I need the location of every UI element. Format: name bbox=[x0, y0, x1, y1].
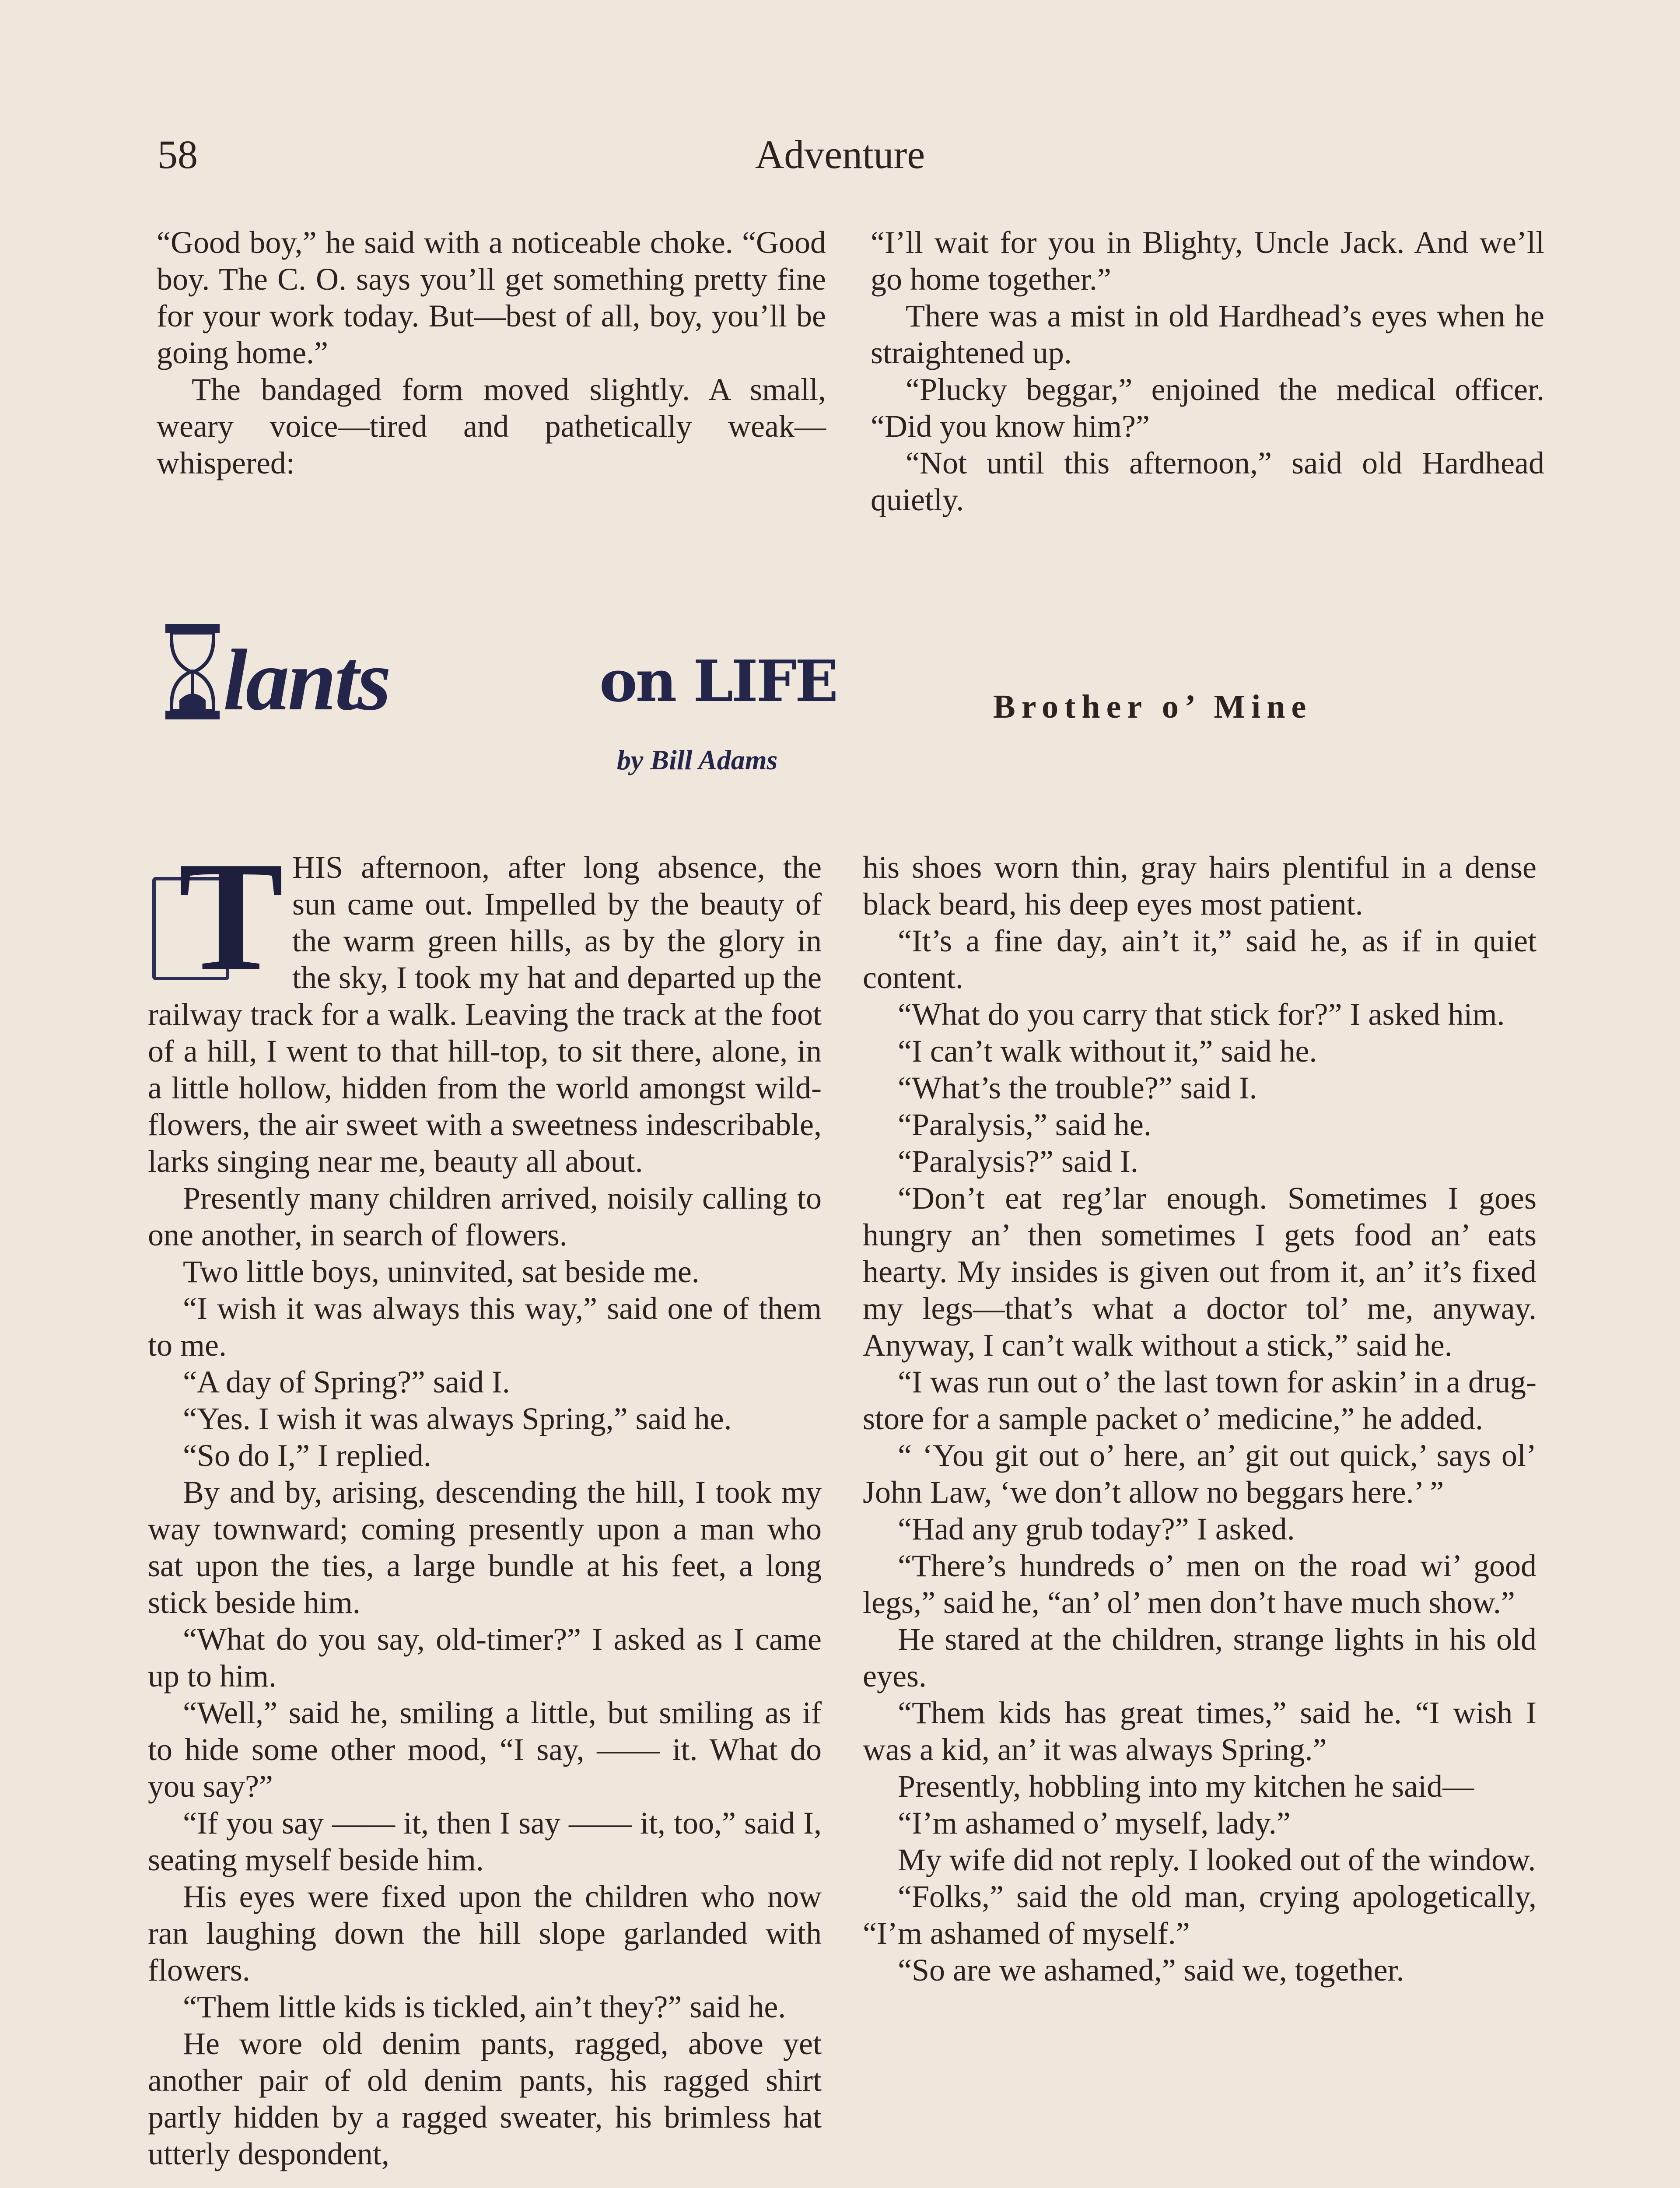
running-title: Adventure bbox=[755, 132, 925, 177]
paragraph: “Folks,” said the old man, crying apologetically, “I’m ashamed of myself.” bbox=[863, 1879, 1536, 1951]
paragraph: “Them little kids is tickled, ain’t they?” said he. bbox=[183, 1989, 786, 2024]
paragraph: “Them kids has great times,” said he. “I wish I was a kid, an’ it was always Spring.” bbox=[863, 1695, 1536, 1767]
logo-on-life: on LIFE bbox=[599, 648, 837, 715]
paragraph: “I’ll wait for you in Blighty, Uncle Jack. And we’ll go home together.” bbox=[871, 225, 1544, 297]
paragraph: “ ‘You git out o’ here, an’ git out quick,’ says ol’ John Law, ‘we don’t allow no beggars here.’ ” bbox=[863, 1438, 1536, 1510]
paragraph: There was a mist in old Hardhead’s eyes when he straightened up. bbox=[871, 298, 1544, 370]
logo-script: lants bbox=[223, 632, 390, 729]
top-right-column bbox=[871, 224, 1544, 518]
paragraph: “There’s hundreds o’ men on the road wi’ good legs,” said he, “an’ ol’ men don’t have much show.” bbox=[863, 1548, 1536, 1620]
paragraph: “So do I,” I replied. bbox=[183, 1438, 431, 1473]
paragraph: “If you say —— it, then I say —— it, too,” said I, seating myself beside him. bbox=[148, 1806, 822, 1877]
paragraph: “Well,” said he, smiling a little, but smiling as if to hide some other mood, “I say, —— it. What do you say?” bbox=[148, 1695, 822, 1804]
paragraph: “Yes. I wish it was always Spring,” said he. bbox=[183, 1401, 732, 1436]
paragraph: “Don’t eat reg’lar enough. Sometimes I goes hungry an’ then sometimes I gets food an’ eats hearty. My insides is given out from it, an’ it’s fixed my legs—that’s what a doctor tol’ me, anyway. Anyway, I can’t walk without a stick,” said he. bbox=[863, 1181, 1536, 1363]
paragraph: “Paralysis?” said I. bbox=[898, 1144, 1138, 1179]
paragraph: “I wish it was always this way,” said one of them to me. bbox=[148, 1291, 822, 1363]
paragraph: “I was run out o’ the last town for askin’ in a drug-store for a sample packet o’ medicine,” he added. bbox=[863, 1364, 1536, 1436]
paragraph: Two little boys, uninvited, sat beside me. bbox=[183, 1254, 700, 1289]
page-number: 58 bbox=[158, 132, 198, 177]
paragraph: The bandaged form moved slightly. A small, weary voice—tired and pathetically weak—whispered: bbox=[157, 372, 826, 480]
paragraph: “Not until this afternoon,” said old Hardhead quietly. bbox=[871, 445, 1544, 517]
story-title: Brother o’ Mine bbox=[993, 688, 1312, 725]
paragraph: My wife did not reply. I looked out of the window. bbox=[898, 1842, 1536, 1877]
paragraph: “Had any grub today?” I asked. bbox=[898, 1511, 1295, 1546]
paragraph: He stared at the children, strange lights in his old eyes. bbox=[863, 1622, 1536, 1694]
paragraph: “A day of Spring?” said I. bbox=[183, 1364, 510, 1399]
paragraph: “What do you say, old-timer?” I asked as I came up to him. bbox=[148, 1622, 822, 1694]
paragraph: his shoes worn thin, gray hairs plentiful in a dense black beard, his deep eyes most patient. bbox=[863, 850, 1536, 922]
drop-cap bbox=[148, 829, 284, 1003]
paragraph: His eyes were fixed upon the children who now ran laughing down the hill slope garlanded with flowers. bbox=[148, 1879, 822, 1988]
paragraph: Presently many children arrived, noisily calling to one another, in search of flowers. bbox=[148, 1181, 822, 1252]
bottom-right-column bbox=[863, 849, 1536, 1988]
bottom-left-column bbox=[148, 829, 822, 2172]
paragraph: “Paralysis,” said he. bbox=[898, 1107, 1152, 1142]
paragraph: “I’m ashamed o’ myself, lady.” bbox=[898, 1806, 1291, 1841]
hourglass-icon bbox=[162, 621, 223, 722]
paragraph: Presently, hobbling into my kitchen he said— bbox=[898, 1769, 1474, 1804]
paragraph: HIS afternoon, after long absence, the sun came out. Impelled by the beauty of the warm green hills, as by the glory in the sky, I took my hat and departed up the railway track for a walk. Leaving the track at the foot of a hill, I went to that hill-top, to sit there, alone, in a little hollow, hidden from the world amongst wild-flowers, the air sweet with a sweetness indescribable, larks singing near me, beauty all about. bbox=[148, 850, 822, 1179]
paragraph: “What’s the trouble?” said I. bbox=[898, 1070, 1257, 1105]
paragraph: “Good boy,” he said with a noticeable choke. “Good boy. The C. O. says you’ll get something pretty fine for your work today. But—best of all, boy, you’ll be going home.” bbox=[157, 225, 826, 370]
paragraph: By and by, arising, descending the hill, I took my way townward; coming presently upon a man who sat upon the ties, a large bundle at his feet, a long stick beside him. bbox=[148, 1475, 822, 1620]
feature-logo bbox=[162, 621, 849, 729]
top-left-column bbox=[157, 224, 826, 481]
paragraph: “Plucky beggar,” enjoined the medical officer. “Did you know him?” bbox=[871, 372, 1544, 444]
byline: by Bill Adams bbox=[617, 744, 778, 775]
paragraph: He wore old denim pants, ragged, above yet another pair of old denim pants, his ragged shirt partly hidden by a ragged sweater, his brimless hat utterly despondent, bbox=[148, 2026, 822, 2171]
paragraph: “So are we ashamed,” said we, together. bbox=[898, 1953, 1404, 1988]
paragraph: “It’s a fine day, ain’t it,” said he, as if in quiet content. bbox=[863, 923, 1536, 995]
drop-cap-letter: T bbox=[178, 829, 284, 1003]
paragraph: “I can’t walk without it,” said he. bbox=[898, 1034, 1317, 1069]
paragraph: “What do you carry that stick for?” I asked him. bbox=[898, 997, 1505, 1032]
